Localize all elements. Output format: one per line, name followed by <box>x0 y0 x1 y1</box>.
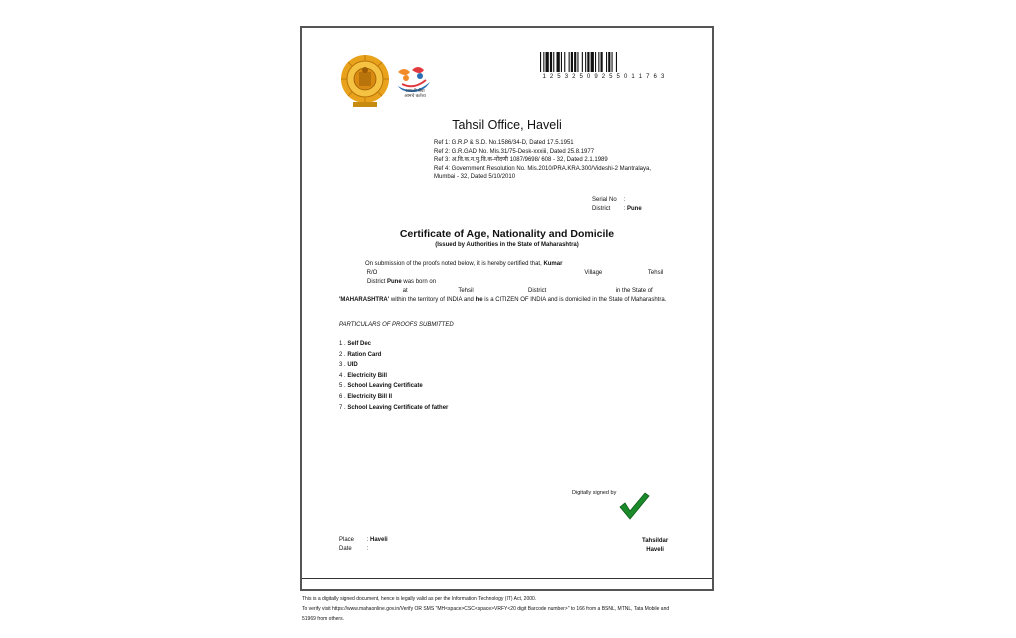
verification-footer <box>302 594 722 624</box>
district-label: District <box>592 206 611 212</box>
barcode-bar <box>585 52 586 72</box>
residence-label: R/O <box>366 270 378 276</box>
proof-number: 1 . <box>339 341 346 347</box>
list-item <box>339 392 448 403</box>
references-block <box>434 139 704 182</box>
list-item <box>339 350 448 361</box>
reference-line: Ref 4: Government Resolution No. Mis.2010/PRA.KRA.300/Videshi-2 Mantralaya, <box>434 165 651 172</box>
logo-caption-line2: आमचे कर्तव्य <box>404 93 426 98</box>
certificate-document <box>300 26 714 591</box>
logo-caption-line1: आपली सेवा <box>405 88 425 93</box>
pronoun-text: he <box>475 297 483 303</box>
certificate-body <box>339 260 677 305</box>
barcode-bar <box>601 52 603 72</box>
certificate-subtitle: (Issued by Authorities in the State of Maharashtra) <box>435 242 579 248</box>
barcode-image <box>540 52 668 72</box>
list-item <box>339 339 448 350</box>
barcode-bar <box>540 52 541 72</box>
list-item <box>339 371 448 382</box>
barcode-bar <box>591 52 594 72</box>
barcode-bar <box>612 52 613 72</box>
proof-label: School Leaving Certificate of father <box>347 404 449 411</box>
body-intro: On submission of the proofs noted below, it is hereby certified that, <box>365 261 542 267</box>
tahsildar-signature-block <box>642 537 668 555</box>
green-check-icon <box>618 491 650 521</box>
office-title: Tahsil Office, Haveli <box>452 118 562 132</box>
serial-label: Serial No <box>592 197 617 203</box>
tahsildar-title: Tahsildar <box>642 538 669 544</box>
footer-line: To verify visit https://www.mahaonline.gov.in/Verify OR SMS "MH<space>CSC<space>VRFY<20 digit Barcode number>" to 166 from a BSNL, MTNL, Tata Mobile and <box>302 606 670 612</box>
state-name: 'MAHARASHTRA' <box>339 297 390 303</box>
proof-number: 3 . <box>339 362 346 369</box>
citizen-text: is a CITIZEN OF INDIA and <box>484 297 558 303</box>
proof-number: 2 . <box>339 351 346 358</box>
barcode-bar <box>557 52 560 72</box>
barcode-bar <box>574 52 576 72</box>
place-date-block <box>339 536 388 554</box>
territory-text: within the territory of INDIA and <box>390 297 474 303</box>
footer-line: This is a digitally signed document, hence is legally valid as per the Information Technology (IT) Act, 2000. <box>302 596 537 602</box>
district-value-body: Pune <box>387 279 402 285</box>
proof-number: 7 . <box>339 404 346 411</box>
footer-line: 51969 from others. <box>302 616 344 622</box>
proof-label: Self Dec <box>347 341 372 347</box>
proof-number: 6 . <box>339 393 346 400</box>
aaple-sarkar-logo-icon <box>394 54 434 108</box>
barcode-bar <box>577 52 578 72</box>
date-label: Date <box>339 546 352 552</box>
tahsildar-location: Haveli <box>646 547 664 553</box>
born-on-text: was born on <box>403 279 437 285</box>
birth-tehsil-label: Tehsil <box>458 288 474 294</box>
barcode-bar <box>571 52 573 72</box>
list-item <box>339 381 448 392</box>
date-separator: : <box>366 546 369 552</box>
barcode-bar <box>582 52 583 72</box>
holder-name: Kumar <box>543 261 563 267</box>
proof-label: School Leaving Certificate <box>347 383 423 390</box>
barcode-bar <box>561 52 562 72</box>
proof-label: UID <box>347 362 358 369</box>
proof-number: 5 . <box>339 383 346 390</box>
district-separator: : <box>623 206 626 212</box>
list-item <box>339 403 448 414</box>
proof-label: Electricity Bill II <box>347 393 393 400</box>
barcode-bar <box>606 52 607 72</box>
digitally-signed-label: Digitally signed by <box>572 490 617 496</box>
domicile-text: is domiciled in the State of Maharashtra. <box>559 297 667 303</box>
reference-line: Ref 1: G.R.P & S.D. No.1586/34-D, Dated 17.5.1951 <box>434 140 574 146</box>
barcode-bar <box>550 52 552 72</box>
barcode-bar <box>587 52 589 72</box>
proof-label: Ration Card <box>347 351 382 358</box>
barcode-number: 1 2 5 3 2 5 0 9 2 5 5 0 1 1 7 6 3 <box>542 74 666 80</box>
reference-line: Mumbai - 32, Dated 5/10/2010 <box>434 174 516 181</box>
place-value: Haveli <box>370 537 388 543</box>
barcode-bar <box>616 52 617 72</box>
place-label: Place <box>339 537 355 543</box>
barcode-bar <box>553 52 554 72</box>
barcode-bar <box>608 52 610 72</box>
birth-district-label: District <box>528 288 547 294</box>
barcode-bar <box>564 52 565 72</box>
state-phrase: in the State of <box>615 288 653 294</box>
barcode-bar <box>595 52 596 72</box>
certificate-title: Certificate of Age, Nationality and Domicile <box>399 228 615 240</box>
tehsil-label: Tehsil <box>647 270 664 276</box>
village-label: Village <box>584 270 603 276</box>
proof-label: Electricity Bill <box>347 372 388 379</box>
proofs-list <box>339 339 448 413</box>
serial-district-block <box>592 196 642 214</box>
maharashtra-state-emblem-icon <box>339 52 391 108</box>
proof-number: 4 . <box>339 372 346 379</box>
list-item <box>339 360 448 371</box>
barcode-bar <box>598 52 599 72</box>
place-separator: : <box>366 537 369 543</box>
barcode-bar <box>546 52 549 72</box>
district-label-body: District <box>367 279 386 285</box>
serial-separator: : <box>623 197 626 203</box>
reference-line: Ref 3: अ.वि.क.न.पु.वि.क-नोंदणी 1087/9698/ 608 - 32, Dated 2.1.1989 <box>434 157 608 164</box>
district-value: Pune <box>627 206 642 212</box>
divider <box>302 578 712 579</box>
birthplace-at-label: at <box>402 288 408 294</box>
barcode-bar <box>569 52 570 72</box>
logo-caption <box>394 88 436 98</box>
barcode-bar <box>543 52 544 72</box>
reference-line: Ref 2: G.R.GAD No. Mis.31/75-Desk-xxxiii, Dated 25.8.1977 <box>434 148 595 155</box>
proofs-title: PARTICULARS OF PROOFS SUBMITTED <box>339 322 454 328</box>
